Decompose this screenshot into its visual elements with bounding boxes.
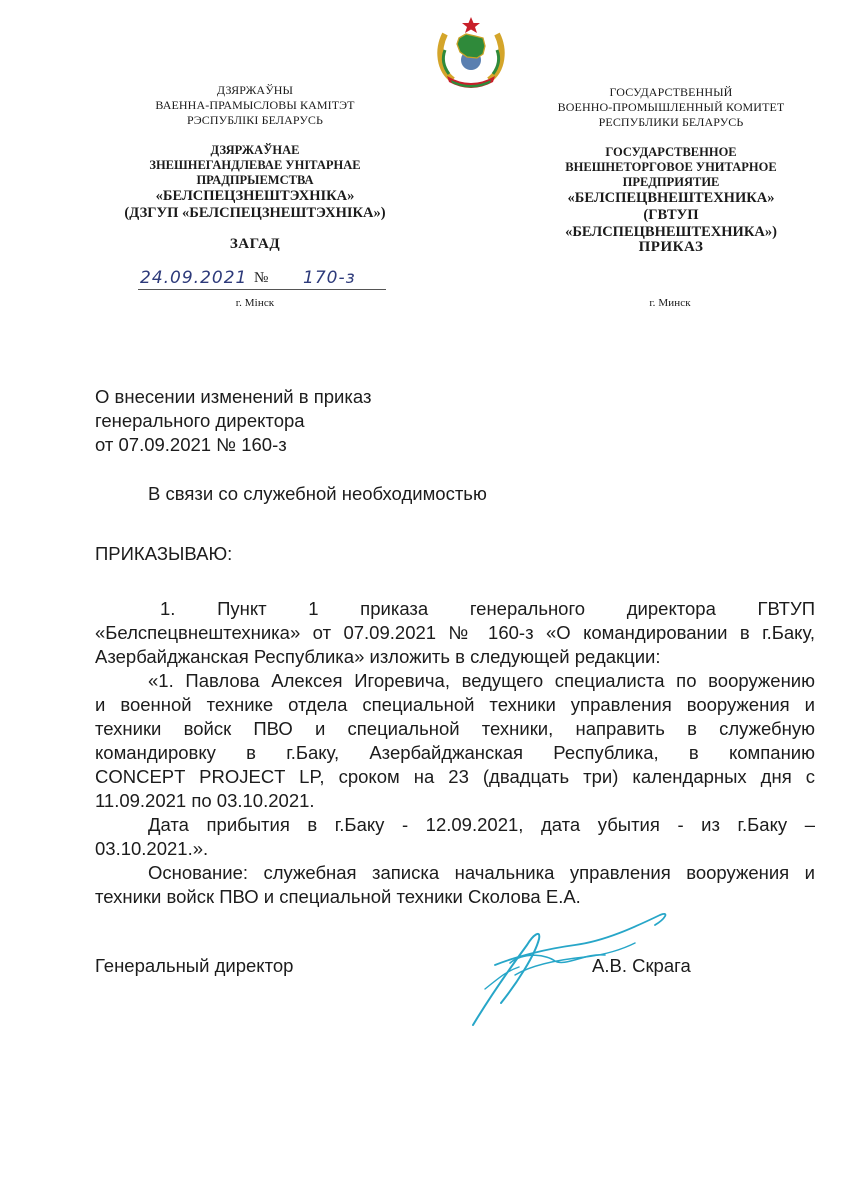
header-left-org-line2: ВАЕННА-ПРАМЫСЛОВЫ КАМІТЭТ [155,98,355,112]
header-left-org-line3: РЭСПУБЛІКІ БЕЛАРУСЬ [186,113,324,127]
city-ru: г. Минск [649,297,691,309]
para1-line2: «Белспецвнештехника» от 07.09.2021 № 160-з «О командировании в г.Баку, [95,622,815,643]
para1-line3: Азербайджанская Республика» изложить в следующей редакции: [95,646,661,667]
para2-line4: командировку в г.Баку, Азербайджанская Республика, в компанию [95,742,815,763]
para2-line2: и военной технике отдела специальной техники управления вооружения и [95,694,815,715]
subject-line1: О внесении изменений в приказ [95,386,372,407]
header-right-org-line3: РЕСПУБЛИКИ БЕЛАРУСЬ [598,115,744,129]
state-emblem [433,14,509,90]
registration-line [138,289,386,290]
para1-line1: 1. Пункт 1 приказа генерального директора ГВТУП [160,598,815,619]
doc-type-by: ЗАГАД [229,236,281,252]
registration-date: 24.09.2021 [140,268,248,288]
para4-line1: Основание: служебная записка начальника управления вооружения и [148,862,815,883]
header-left-ent-line5: (ДЗГУП «БЕЛСПЕЦЗНЕШТЭХНІКА») [124,205,386,221]
city-by: г. Мінск [235,297,275,309]
header-left [120,83,390,222]
doc-type-ru: ПРИКАЗ [638,239,704,255]
header-right-ent-line4: «БЕЛСПЕЦВНЕШТЕХНИКА» [567,190,775,206]
header-right-ent-line3: ПРЕДПРИЯТИЕ [622,175,720,189]
para3-line1: Дата прибытия в г.Баку - 12.09.2021, дата убытия - из г.Баку – [148,814,815,835]
signature-position: Генеральный директор [95,955,294,976]
para2-line6: 11.09.2021 по 03.10.2021. [95,790,315,811]
para4-line2: техники войск ПВО и специальной техники Сколова Е.А. [95,886,581,907]
header-left-ent-line1: ДЗЯРЖАЎНАЕ [210,143,300,157]
preamble: В связи со служебной необходимостью [148,483,487,504]
subject [95,385,475,457]
header-right-ent-line2: ВНЕШНЕТОРГОВОЕ УНИТАРНОЕ [565,160,777,174]
header-left-ent-line3: ПРАДПРЫЕМСТВА [196,173,314,187]
header-left-ent-line2: ЗНЕШНЕГАНДЛЕВАЕ УНІТАРНАЕ [149,158,361,172]
header-right [536,85,806,241]
para2-line5: CONCEPT PROJECT LP, сроком на 23 (двадцать три) календарных дня с [95,766,815,787]
subject-line2: генерального директора [95,410,305,431]
header-right-org-line1: ГОСУДАРСТВЕННЫЙ [609,85,733,99]
subject-line3: от 07.09.2021 № 160-з [95,434,287,455]
header-left-org-line1: ДЗЯРЖАЎНЫ [216,83,294,97]
order-word: ПРИКАЗЫВАЮ: [95,543,233,564]
para2-line1: «1. Павлова Алексея Игоревича, ведущего специалиста по вооружению [148,670,815,691]
header-right-ent-line1: ГОСУДАРСТВЕННОЕ [605,145,737,159]
header-left-ent-line4: «БЕЛСПЕЦЗНЕШТЭХНІКА» [155,188,355,204]
header-right-ent-line5: (ГВТУП «БЕЛСПЕЦВНЕШТЕХНИКА») [565,207,777,240]
header-right-org-line2: ВОЕННО-ПРОМЫШЛЕННЫЙ КОМИТЕТ [557,100,785,114]
registration-number-sign: № [254,270,269,286]
registration-number: 170-з [303,268,356,288]
para3-line2: 03.10.2021.». [95,838,209,859]
para2-line3: техники войск ПВО и специальной техники, направить в служебную [95,718,815,739]
handwritten-signature [455,905,695,1045]
signature-name: А.В. Скрага [592,955,691,976]
